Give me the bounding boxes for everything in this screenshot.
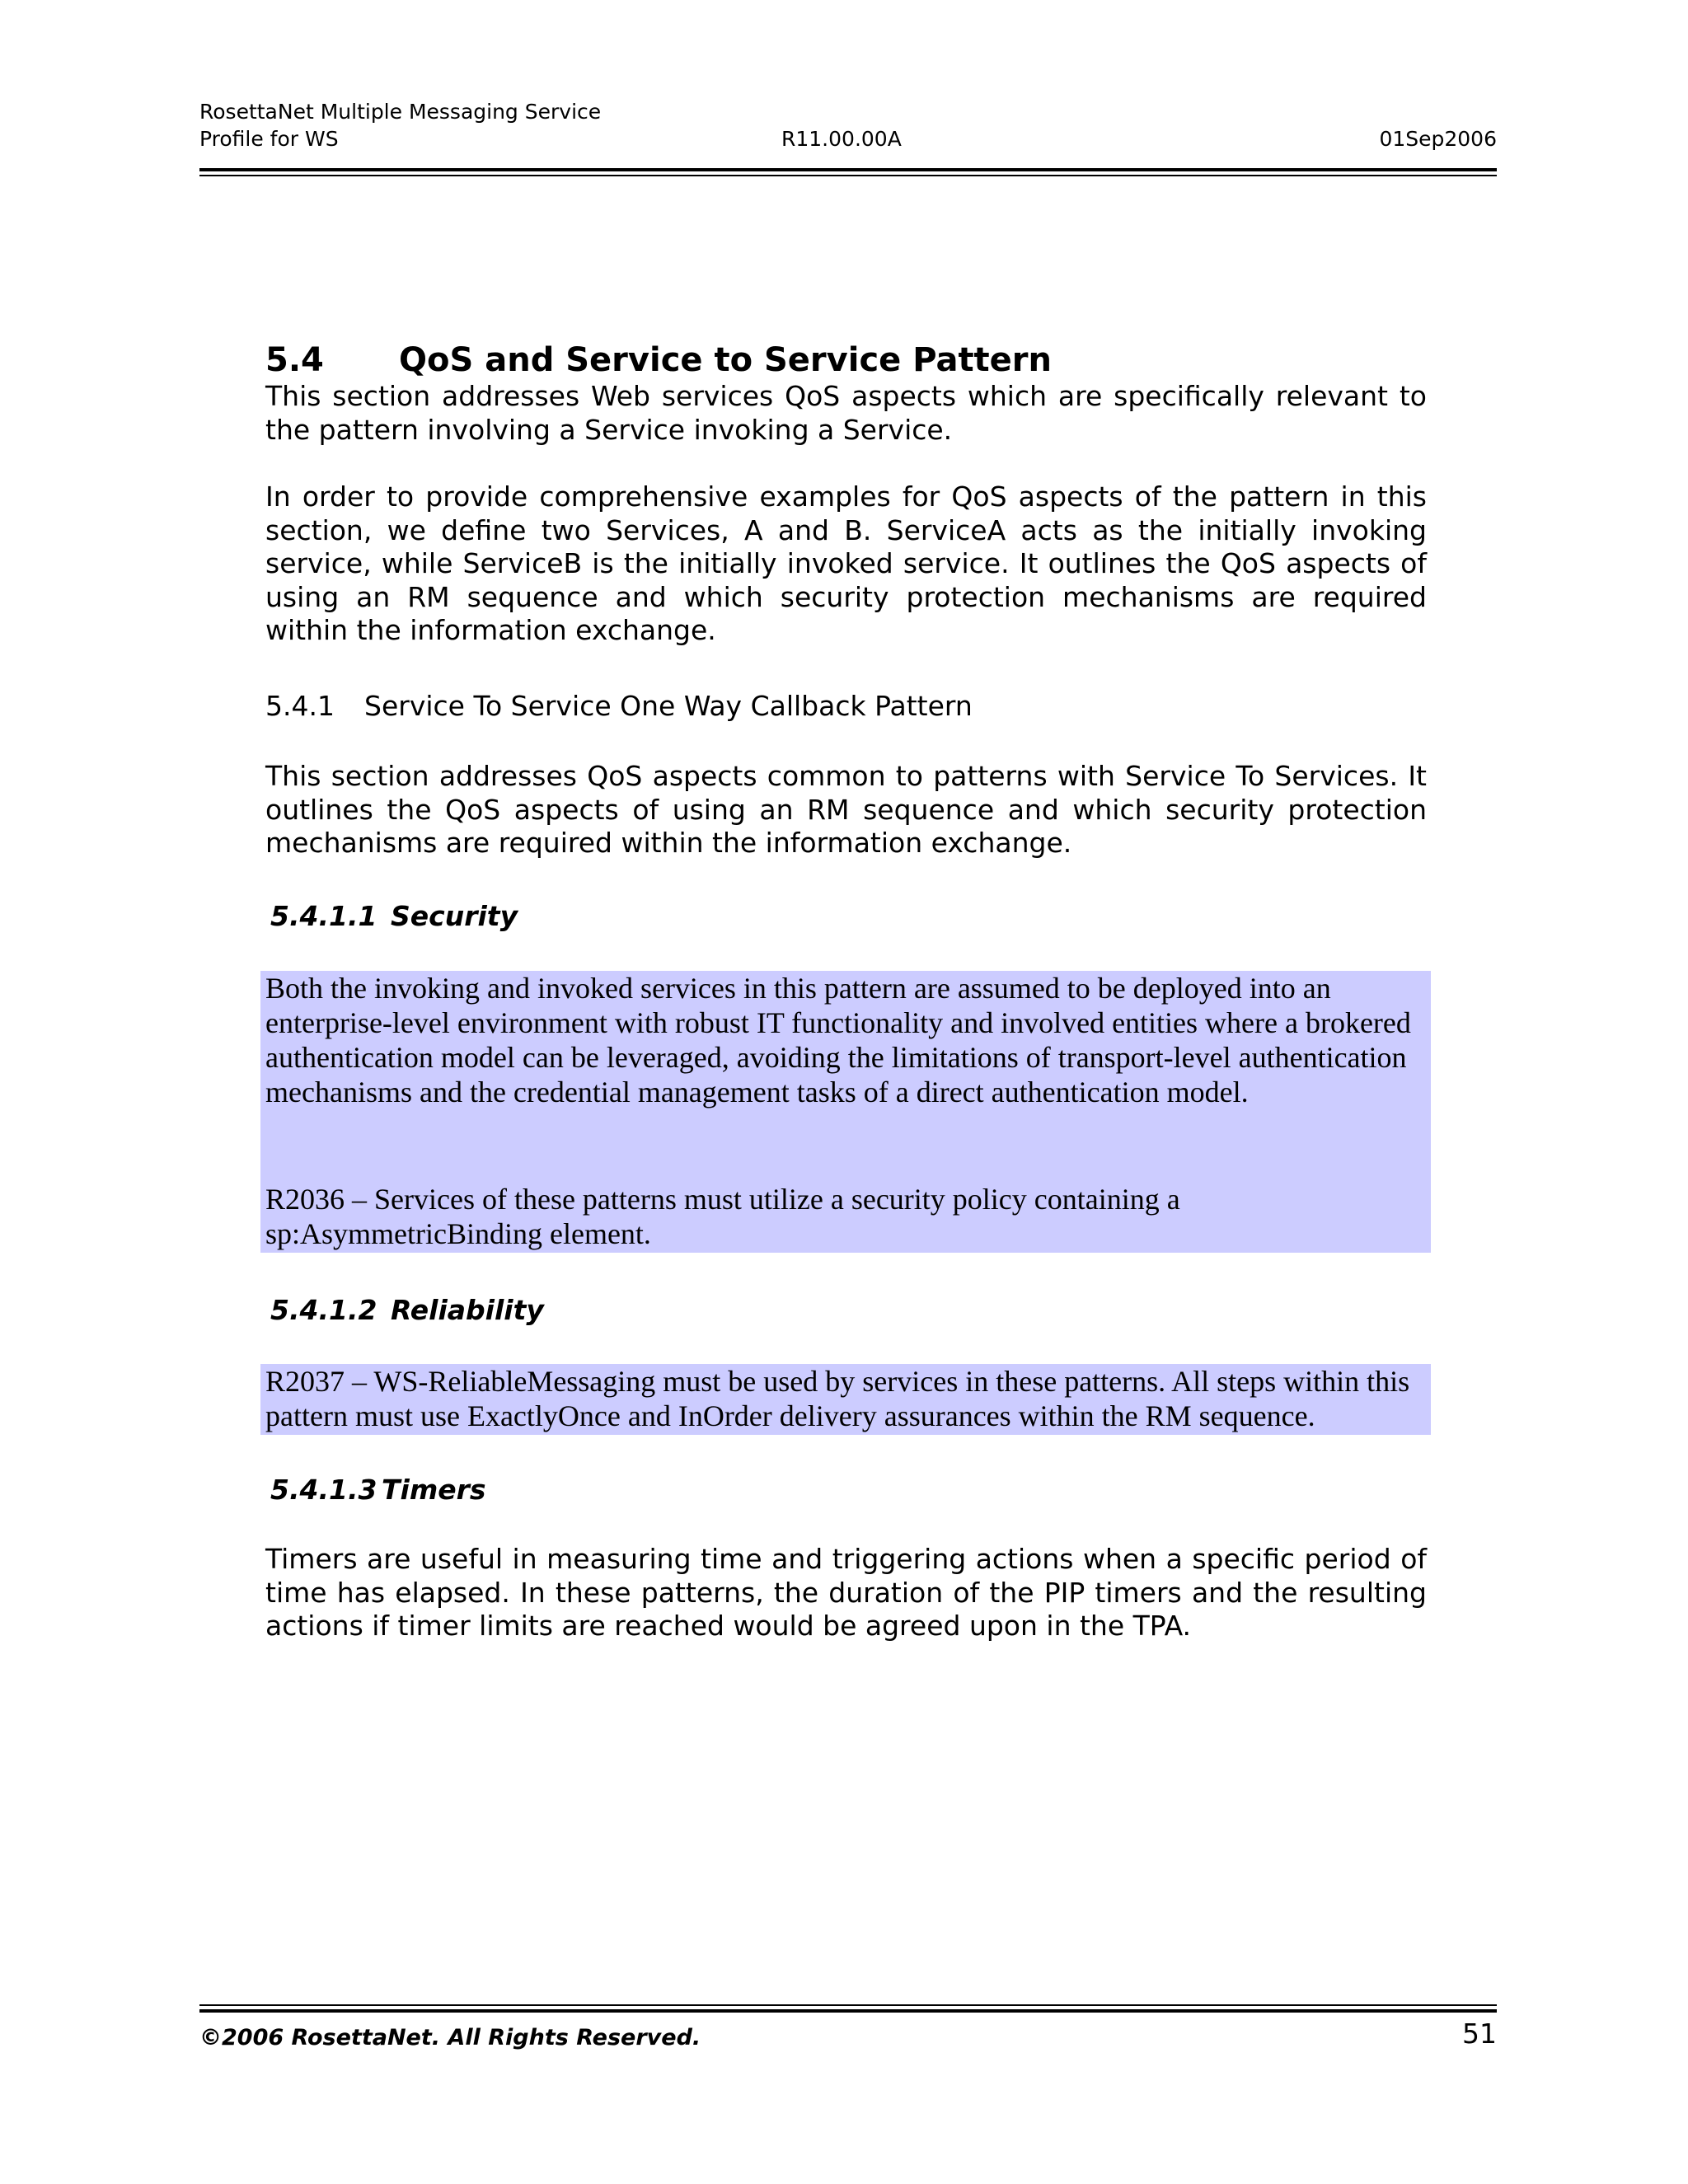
footer-rule-thin [199,2004,1497,2006]
header-rule-thick [199,168,1497,171]
section-title: QoS and Service to Service Pattern [399,341,1053,379]
reliability-requirement-r2037: R2037 – WS-ReliableMessaging must be used by services in these patterns. All steps within this pattern must use ExactlyOnce and InOrder delivery assurances within the RM sequence. [265,1365,1410,1432]
header-version: R11.00.00A [781,127,902,151]
header-subtitle: Profile for WS [199,127,339,151]
timers-title: Timers [382,1474,486,1506]
reliability-title: Reliability [391,1294,544,1326]
section-intro-paragraph: This section addresses Web services QoS aspects which are specifically relevant to the pattern involving a Service invoking a Service. [265,380,1427,446]
header-rule-thin [199,175,1497,176]
section-number: 5.4 [265,341,324,379]
header-date: 01Sep2006 [1379,127,1497,151]
reliability-number: 5.4.1.2 [270,1294,377,1326]
section-heading [265,340,1052,380]
timers-number: 5.4.1.3 [270,1474,377,1506]
timers-heading [270,1474,486,1507]
security-title: Security [391,900,518,932]
reliability-highlight-box [260,1364,1431,1435]
security-requirement-r2036: R2036 – Services of these patterns must utilize a security policy containing a sp:AsymmetricBinding element. [265,1183,1180,1250]
section-examples-paragraph: In order to provide comprehensive examples for QoS aspects of the pattern in this section, we define two Services, A and B. ServiceA acts as the initially invoking service, while ServiceB is the initially invoked service. It outlines the QoS aspects of using an RM sequence and which security protection mechanisms are required within the information exchange. [265,480,1427,646]
security-number: 5.4.1.1 [270,900,377,932]
security-paragraph: Both the invoking and invoked services in this pattern are assumed to be deployed into an enterprise-level environment with robust IT functionality and involved entities where a brokered authentication model can be leveraged, avoiding the limitations of transport-level authentication mechanisms and the credential management tasks of a direct authentication model. [265,972,1411,1108]
header-title: RosettaNet Multiple Messaging Service [199,100,602,124]
timers-paragraph: Timers are useful in measuring time and triggering actions when a specific period of time has elapsed. In these patterns, the duration of the PIP timers and the resulting actions if timer limits are reached would be agreed upon in the TPA. [265,1543,1427,1642]
header-row [199,126,1497,152]
footer-rule-thick [199,2009,1497,2013]
security-heading [270,900,518,933]
subsection-title: Service To Service One Way Callback Pattern [364,690,973,722]
security-highlight-box [260,971,1431,1253]
subsection-heading [265,690,973,723]
reliability-heading [270,1294,544,1327]
subsection-paragraph: This section addresses QoS aspects common to patterns with Service To Services. It outlines the QoS aspects of using an RM sequence and which security protection mechanisms are required within the information exchange. [265,760,1427,859]
subsection-number: 5.4.1 [265,690,335,722]
footer-copyright: ©2006 RosettaNet. All Rights Reserved. [199,2025,701,2050]
page-number: 51 [1462,2018,1497,2050]
